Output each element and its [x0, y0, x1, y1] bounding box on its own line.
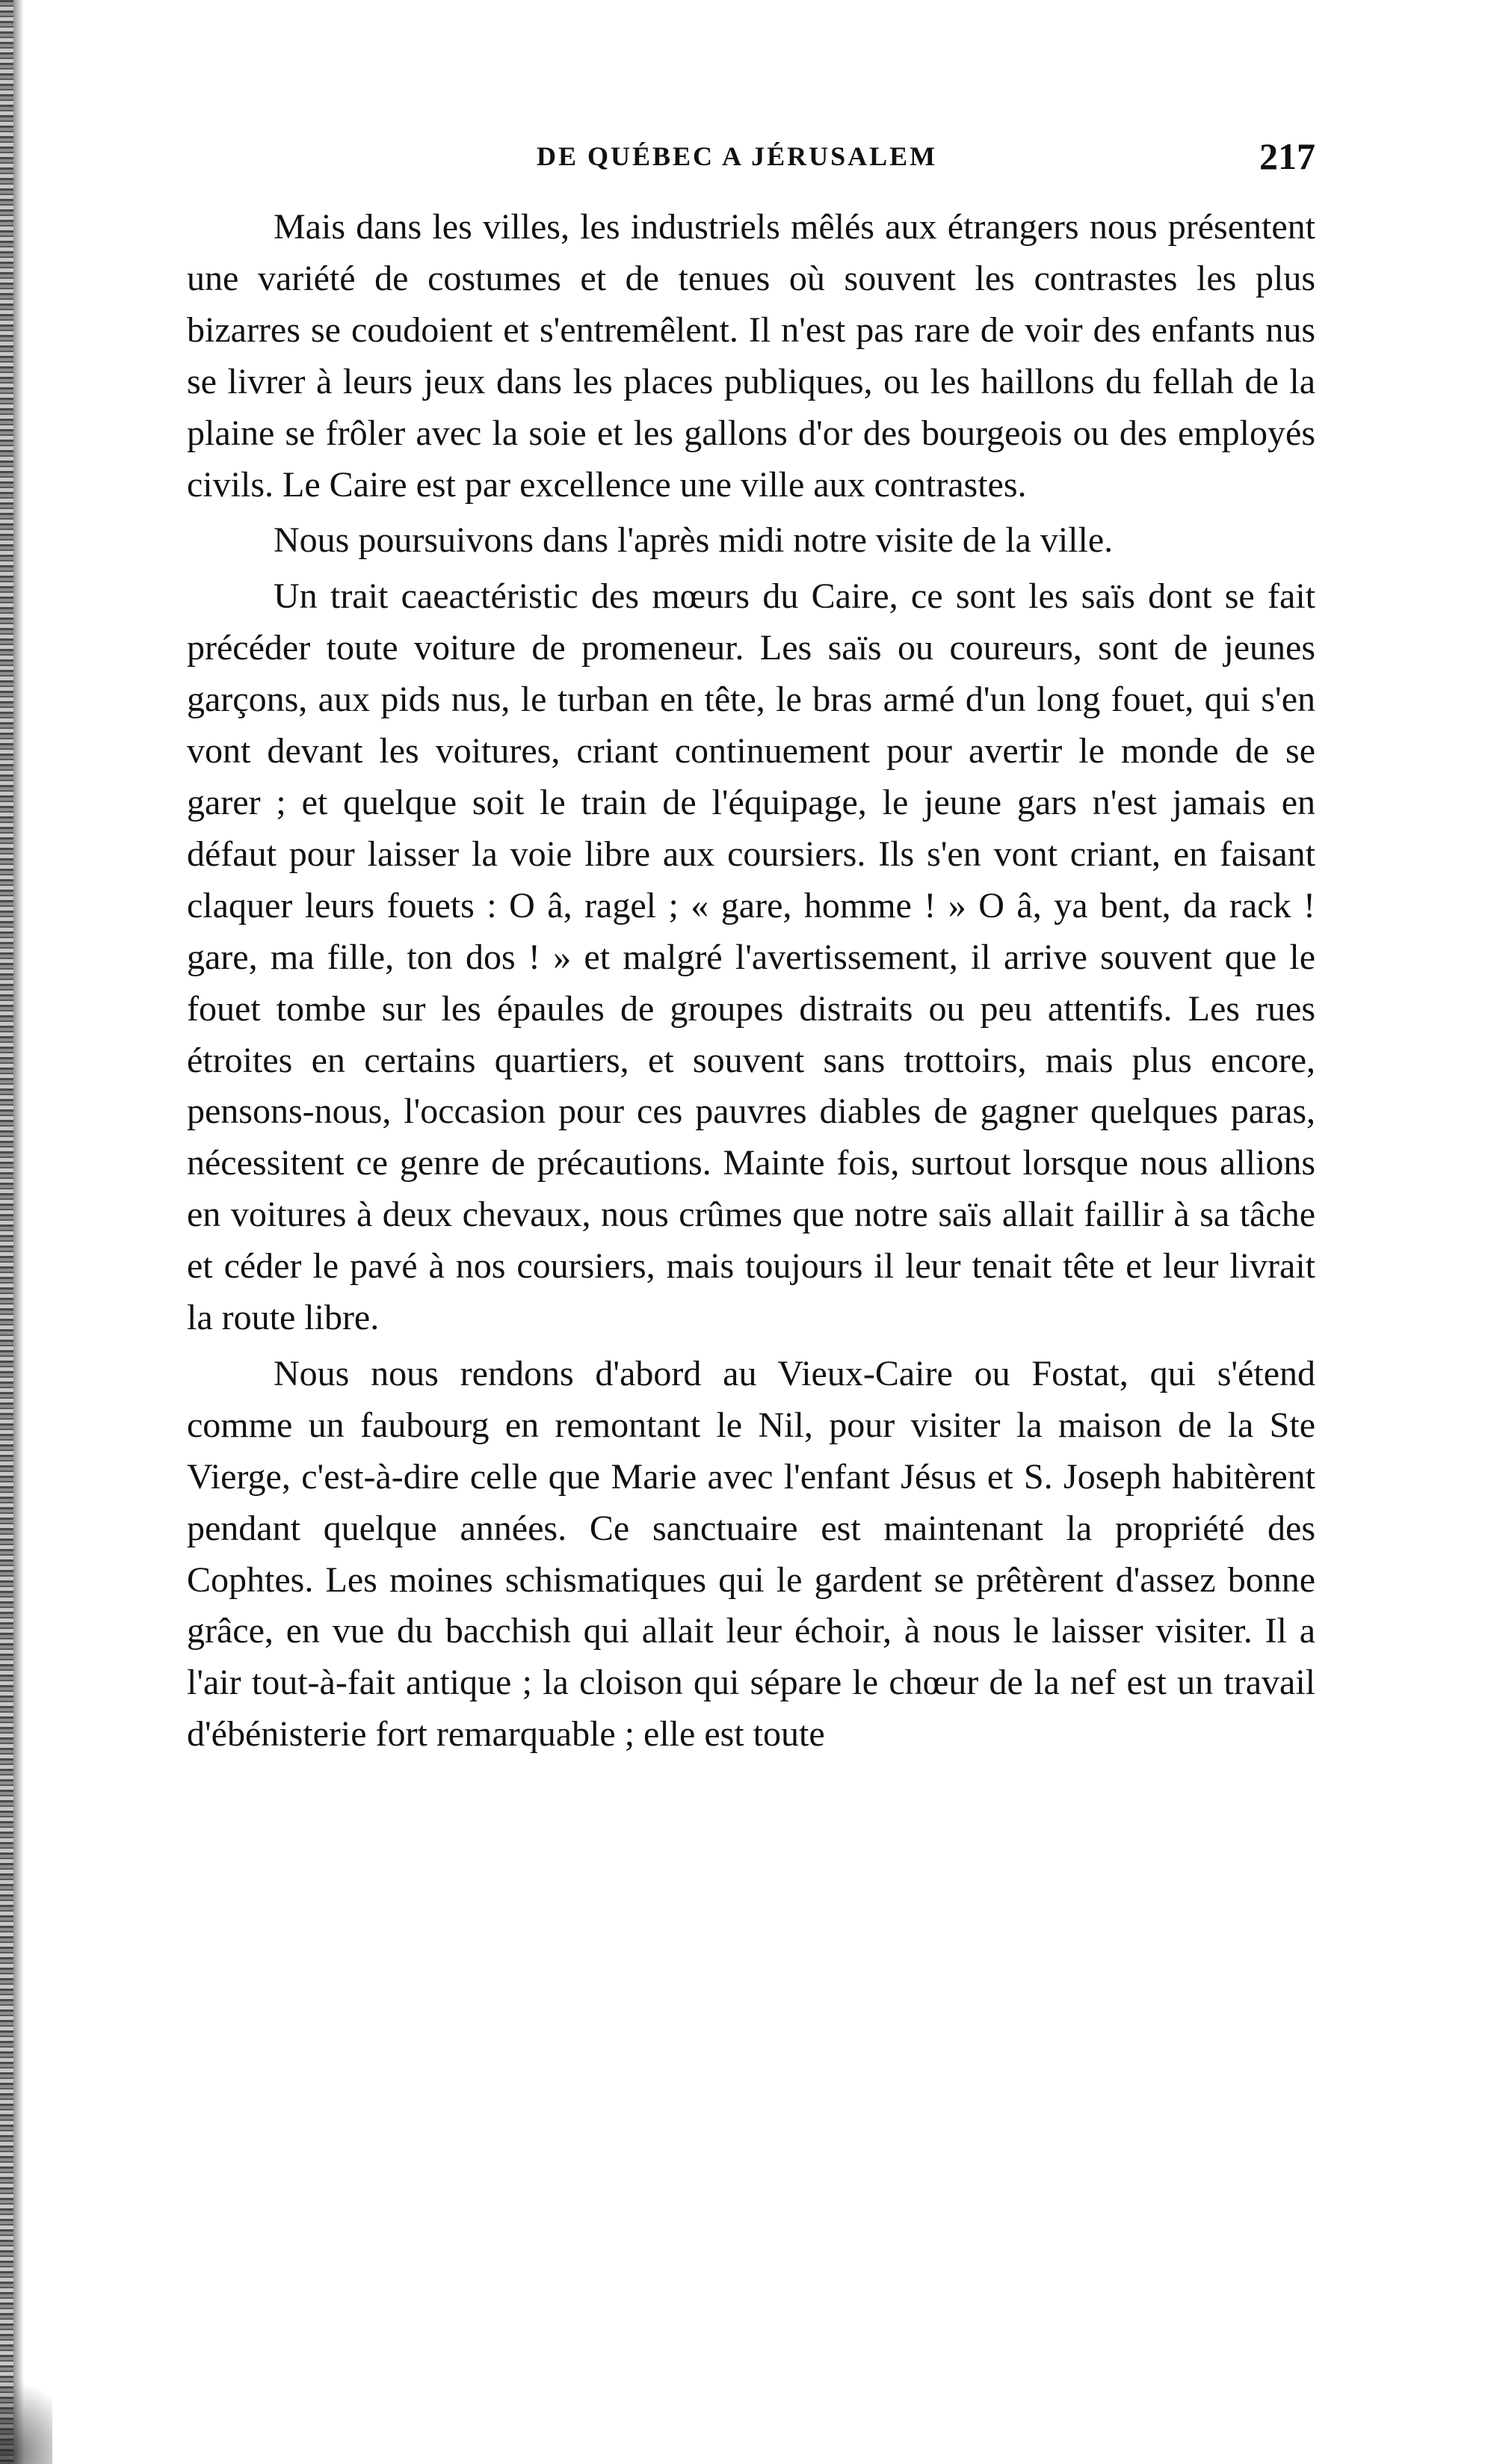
running-head: DE QUÉBEC A JÉRUSALEM: [537, 141, 938, 171]
paragraph-3: Un trait caeactéristic des mœurs du Caire, ce sont les saïs dont se fait précéder toute voiture de promeneur. Les saïs ou coureurs, sont de jeunes garçons, aux pids nus, le turban en tête, le bras armé d'un long fouet, qui s'en vont devant les voitures, criant continuement pour avertir le monde de se garer ; et quelque soit le train de l'équipage, le jeune gars n'est jamais en défaut pour laisser la voie libre aux coursiers. Ils s'en vont criant, en faisant claquer leurs fouets : O â, ragel ; « gare, homme ! » O â, ya bent, da rack ! gare, ma fille, ton dos ! » et malgré l'avertissement, il arrive souvent que le fouet tombe sur les épaules de groupes distraits ou peu attentifs. Les rues étroites en certains quartiers, et souvent sans trottoirs, mais plus encore, pensons-nous, l'occasion pour ces pauvres diables de gagner quelques paras, nécessitent ce genre de précautions. Mainte fois, surtout lorsque nous allions en voitures à deux chevaux, nous crûmes que notre saïs allait faillir à sa tâche et céder le pavé à nos coursiers, mais toujours il leur tenait tête et leur livrait la route libre.: [187, 576, 1315, 1338]
body-text: [187, 202, 1315, 1765]
paragraph-2: Nous poursuivons dans l'après midi notre visite de la ville.: [274, 520, 1114, 561]
page-header: [187, 135, 1315, 179]
scan-binding-shadow: [13, 0, 24, 2464]
page-number: 217: [1259, 135, 1315, 177]
scan-binding-edge: [0, 0, 13, 2464]
paragraph-4: Nous nous rendons d'abord au Vieux-Caire ou Fostat, qui s'étend comme un faubourg en remontant le Nil, pour visiter la maison de la Ste Vierge, c'est-à-dire celle que Marie avec l'enfant Jésus et S. Joseph habitèrent pendant quelque années. Ce sanctuaire est maintenant la propriété des Cophtes. Les moines schismatiques qui le gardent se prêtèrent d'assez bonne grâce, en vue du bacchish qui allait leur échoir, à nous le laisser visiter. Il a l'air tout-à-fait antique ; la cloison qui sépare le chœur de la nef est un travail d'ébénisterie fort remarquable ; elle est toute: [187, 1353, 1315, 1755]
scan-corner-noise: [0, 2359, 52, 2464]
paragraph-1: Mais dans les villes, les industriels mêlés aux étrangers nous présentent une variété de costumes et de tenues où souvent les contrastes les plus bizarres se coudoient et s'entremêlent. Il n'est pas rare de voir des enfants nus se livrer à leurs jeux dans les places publiques, ou les haillons du fellah de la plaine se frôler avec la soie et les gallons d'or des bourgeois ou des employés civils. Le Caire est par excellence une ville aux contrastes.: [187, 207, 1315, 505]
